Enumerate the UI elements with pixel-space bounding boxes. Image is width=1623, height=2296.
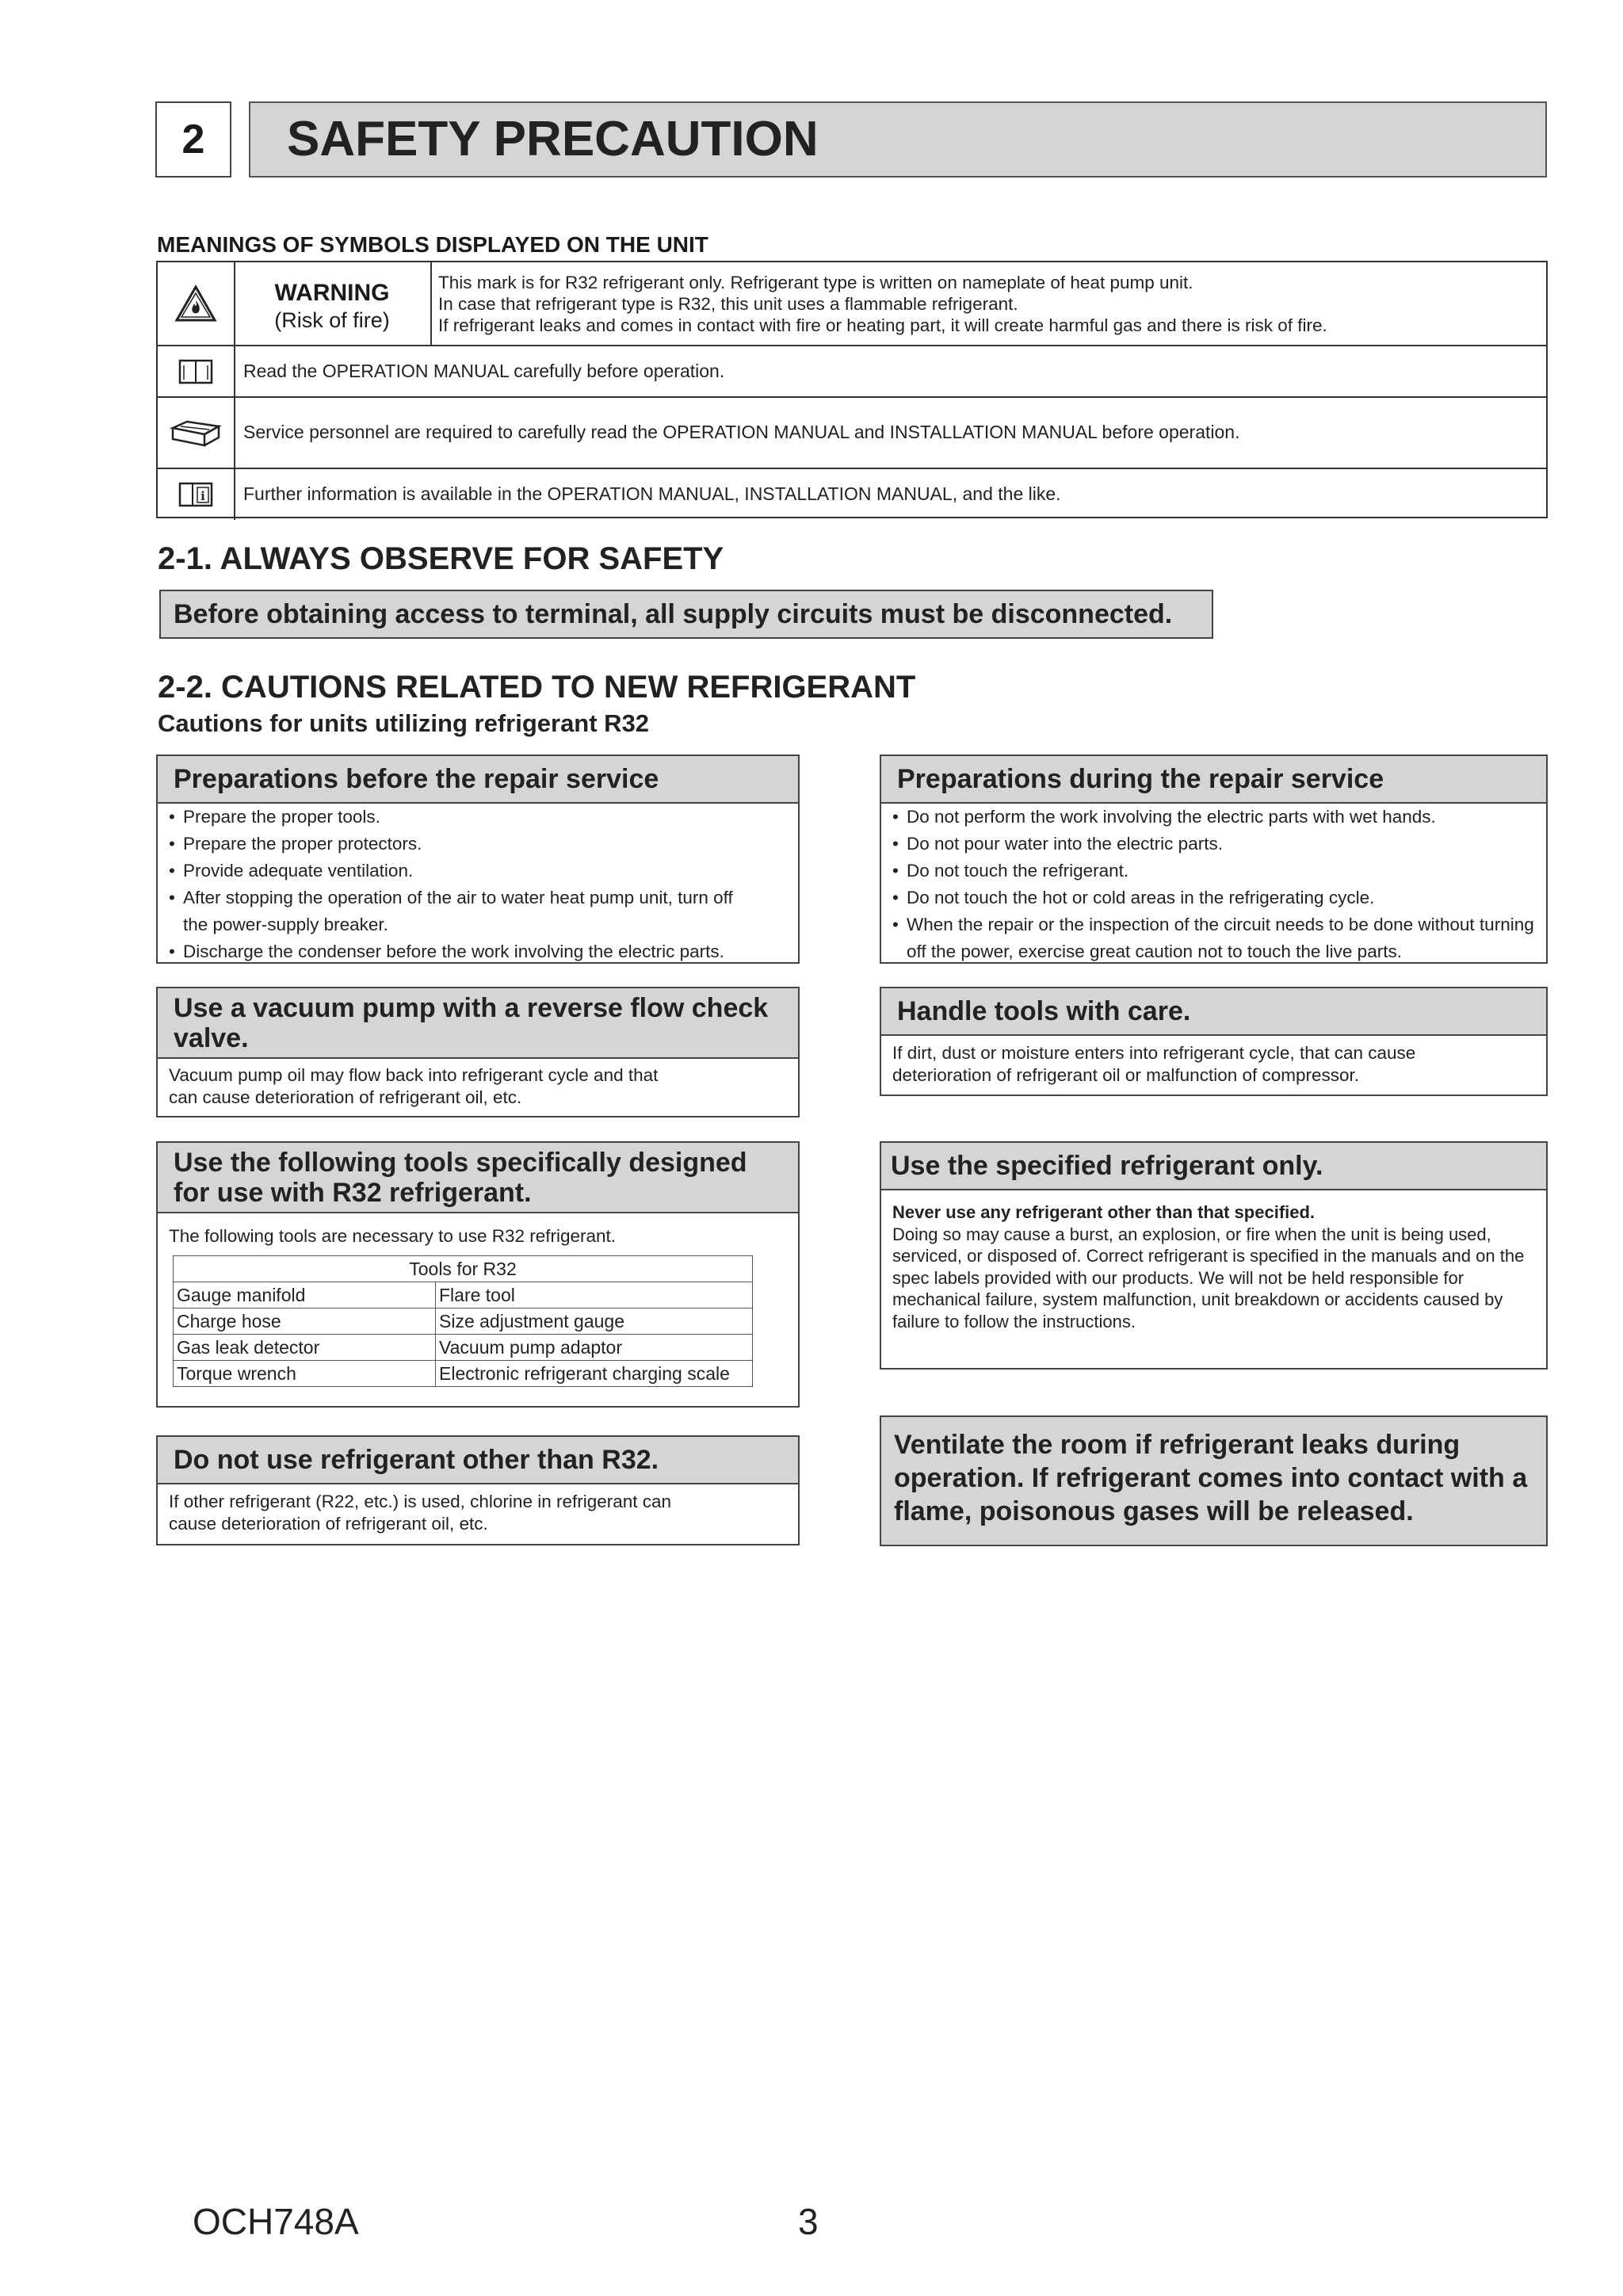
list-item-text: After stopping the operation of the air to water heat pump unit, turn off the power-supply breaker. [183, 888, 733, 934]
symbol-row-service [158, 398, 1546, 469]
flame-warning-icon [174, 285, 217, 323]
warning-label [234, 262, 432, 345]
symbol-row-info [158, 469, 1546, 520]
vacuum-pump-box [156, 987, 800, 1117]
operation-text: Read the OPERATION MANUAL carefully before operation. [243, 361, 725, 381]
handle-tools-title: Handle tools with care. [881, 988, 1546, 1036]
page-title: SAFETY PRECAUTION [249, 101, 1547, 178]
r32-only-box [156, 1435, 800, 1545]
table-cell: Torque wrench [174, 1361, 436, 1387]
warning-flame-icon-cell [158, 262, 235, 345]
book-icon [178, 357, 214, 386]
warning-title: WARNING [274, 280, 390, 306]
r32-tools-box [156, 1141, 800, 1408]
table-cell: Gauge manifold [174, 1282, 436, 1308]
list-item-text: Do not pour water into the electric parts. [907, 834, 1223, 854]
section-2-1-title: 2-1. ALWAYS OBSERVE FOR SAFETY [158, 541, 724, 576]
table-row [174, 1361, 753, 1387]
symbols-heading: MEANINGS OF SYMBOLS DISPLAYED ON THE UNIT [157, 232, 708, 257]
r32-tools-intro: The following tools are necessary to use R32 refrigerant. [169, 1226, 617, 1246]
handle-tools-box [880, 987, 1548, 1096]
r32-only-body: If other refrigerant (R22, etc.) is used, chlorine in refrigerant can cause deterioration of refrigerant oil, etc. [169, 1492, 672, 1534]
specified-refrigerant-warning: Never use any refrigerant other than that specified. [892, 1202, 1316, 1222]
list-item: • Do not perform the work involving the electric parts with wet hands. [892, 807, 1436, 827]
warning-line: In case that refrigerant type is R32, this unit uses a flammable refrigerant. [438, 294, 1018, 314]
list-item: • Prepare the proper tools. [169, 807, 380, 827]
list-item-text: Prepare the proper protectors. [183, 834, 422, 854]
table-row [174, 1335, 753, 1361]
list-item: • Prepare the proper protectors. [169, 834, 422, 854]
disconnect-warning-banner: Before obtaining access to terminal, all supply circuits must be disconnected. [159, 590, 1213, 639]
info-book-icon [178, 480, 214, 509]
prep-before-title: Preparations before the repair service [158, 756, 798, 804]
service-text: Service personnel are required to carefully read the OPERATION MANUAL and INSTALLATION MANUAL before operation. [243, 422, 1240, 442]
table-cell: Electronic refrigerant charging scale [436, 1361, 753, 1387]
table-cell: Vacuum pump adaptor [436, 1335, 753, 1361]
table-cell: Flare tool [436, 1282, 753, 1308]
prep-during-title: Preparations during the repair service [881, 756, 1546, 804]
vacuum-pump-body: Vacuum pump oil may flow back into refrigerant cycle and that can cause deterioration of refrigerant oil, etc. [169, 1065, 659, 1107]
manual-wrench-icon [170, 418, 222, 447]
list-item: • When the repair or the inspection of the circuit needs to be done without turning off the power, exercise great caution not to touch the live parts. [892, 915, 1534, 961]
r32-only-title: Do not use refrigerant other than R32. [158, 1437, 798, 1484]
prep-during-box [880, 755, 1548, 964]
list-item-text: Do not touch the hot or cold areas in the refrigerating cycle. [907, 888, 1375, 907]
table-cell: Gas leak detector [174, 1335, 436, 1361]
svg-text:i: i [200, 489, 205, 503]
specified-refrigerant-body [892, 1201, 1538, 1332]
list-item: • After stopping the operation of the air to water heat pump unit, turn off the power-supply breaker. [169, 888, 733, 934]
list-item: • Discharge the condenser before the work involving the electric parts. [169, 942, 724, 961]
list-item-text: Do not perform the work involving the electric parts with wet hands. [907, 807, 1436, 827]
list-item: • Provide adequate ventilation. [169, 861, 414, 881]
document-code: OCH748A [193, 2201, 359, 2242]
list-item-text: Prepare the proper tools. [183, 807, 380, 827]
vacuum-pump-title: Use a vacuum pump with a reverse flow check valve. [158, 988, 798, 1059]
list-item-text: Provide adequate ventilation. [183, 861, 414, 881]
warning-subtitle: (Risk of fire) [274, 308, 390, 332]
specified-refrigerant-box [880, 1141, 1548, 1370]
info-icon-cell [158, 469, 235, 520]
warning-line: This mark is for R32 refrigerant only. Refrigerant type is written on nameplate of heat pump unit. [438, 273, 1193, 292]
list-item-text: Do not touch the refrigerant. [907, 861, 1129, 881]
table-cell: Size adjustment gauge [436, 1308, 753, 1335]
r32-tools-title: Use the following tools specifically designed for use with R32 refrigerant. [158, 1143, 798, 1213]
prep-during-body [892, 804, 1538, 965]
info-text: Further information is available in the OPERATION MANUAL, INSTALLATION MANUAL, and the like. [243, 483, 1061, 504]
list-item: • Do not touch the refrigerant. [892, 861, 1129, 881]
symbol-row-operation [158, 346, 1546, 398]
r32-tools-table [173, 1255, 753, 1387]
page-number: 3 [798, 2201, 819, 2242]
list-item: • Do not touch the hot or cold areas in the refrigerating cycle. [892, 888, 1375, 907]
section-2-2-title: 2-2. CAUTIONS RELATED TO NEW REFRIGERANT [158, 670, 916, 705]
ventilate-warning-banner: Ventilate the room if refrigerant leaks during operation. If refrigerant comes into contact with a flame, poisonous gases will be released. [880, 1415, 1548, 1546]
warning-description [438, 272, 1327, 336]
symbols-table [156, 261, 1548, 518]
section-2-2-subtitle: Cautions for units utilizing refrigerant R32 [158, 709, 650, 737]
prep-before-body [169, 804, 790, 965]
symbol-row-warning [158, 262, 1546, 346]
prep-before-box [156, 755, 800, 964]
chapter-number: 2 [155, 101, 231, 178]
list-item-text: When the repair or the inspection of the circuit needs to be done without turning off the power, exercise great caution not to touch the live parts. [907, 915, 1534, 961]
tools-table-header: Tools for R32 [174, 1256, 753, 1282]
specified-refrigerant-title: Use the specified refrigerant only. [881, 1143, 1546, 1190]
table-cell: Charge hose [174, 1308, 436, 1335]
warning-line: If refrigerant leaks and comes in contact with fire or heating part, it will create harmful gas and there is risk of fire. [438, 315, 1327, 335]
operation-icon-cell [158, 346, 235, 396]
list-item-text: Discharge the condenser before the work involving the electric parts. [183, 942, 724, 961]
list-item: • Do not pour water into the electric parts. [892, 834, 1223, 854]
table-row [174, 1308, 753, 1335]
table-row [174, 1282, 753, 1308]
handle-tools-body: If dirt, dust or moisture enters into refrigerant cycle, that can cause deterioration of refrigerant oil or malfunction of compressor. [892, 1043, 1416, 1085]
service-icon-cell [158, 398, 235, 468]
specified-refrigerant-text: Doing so may cause a burst, an explosion, or fire when the unit is being used, serviced, or disposed of. Correct refrigerant is specified in the manuals and on the spec labels provided with our products. We will not be held responsible for mechanical failure, system malfunction, unit breakdown or accidents caused by failure to follow the instructions. [892, 1224, 1525, 1331]
